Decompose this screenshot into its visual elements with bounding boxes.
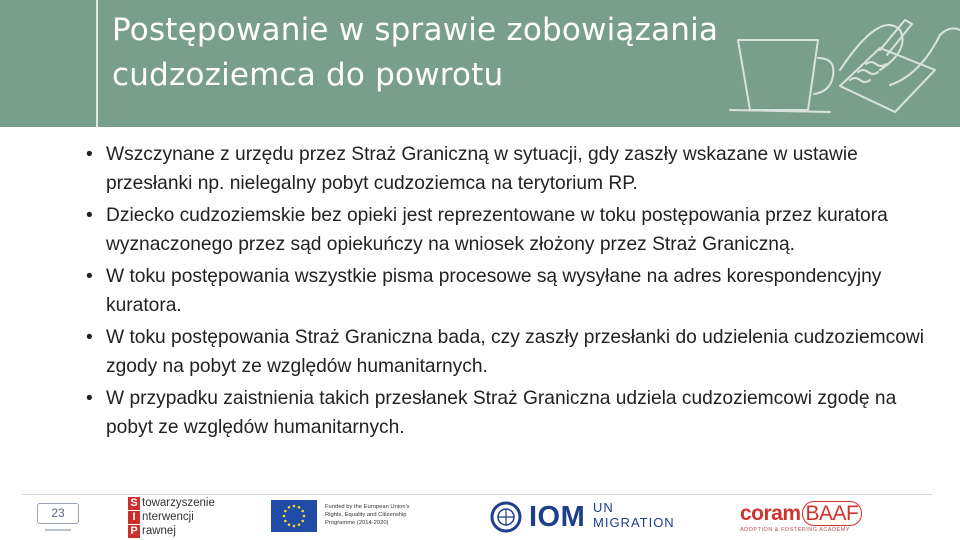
iom-migration-text: MIGRATION xyxy=(593,515,675,530)
header-divider xyxy=(96,0,98,127)
baaf-text: BAAF xyxy=(802,501,863,526)
bullet-item: • W toku postępowania Straż Graniczna bada, czy zaszły przesłanki do udzielenia cudzoziemcowi zgody na pobyt ze względów humanitarnych. xyxy=(84,323,924,381)
eu-flag-icon xyxy=(271,500,317,532)
iom-logo xyxy=(489,499,679,535)
iom-un-text: UN xyxy=(593,500,614,515)
bullet-item: • Dziecko cudzoziemskie bez opieki jest reprezentowane w toku postępowania przez kuratora wyznaczonego przez sąd opiekuńczy na wniosek złożony przez Straż Graniczną. xyxy=(84,201,924,259)
coram-subtitle: ADOPTION & FOSTERING ACADEMY xyxy=(740,527,850,533)
iom-wordmark: IOM xyxy=(529,501,586,533)
coram-baaf-logo xyxy=(740,503,885,537)
footer-divider xyxy=(22,494,932,495)
coram-wordmark xyxy=(740,503,885,525)
bullet-item: • W toku postępowania wszystkie pisma procesowe są wysyłane na adres korespondencyjny kuratora. xyxy=(84,262,924,320)
coffee-notebook-sketch-icon xyxy=(690,0,960,127)
page-number-underline xyxy=(45,529,71,531)
sip-letter-p: P xyxy=(128,525,140,538)
bullet-list xyxy=(84,140,924,445)
page-number: 23 xyxy=(37,503,79,524)
sip-word-1: towarzyszenie xyxy=(142,497,215,509)
eu-text-line: Funded by the European Union's xyxy=(325,504,410,510)
sip-word-2: nterwencji xyxy=(142,511,194,523)
slide-title: Postępowanie w sprawie zobowiązania cudzoziemca do powrotu xyxy=(112,12,719,93)
un-emblem-icon xyxy=(489,500,523,534)
eu-text-line: Programme (2014-2020) xyxy=(325,520,389,526)
coram-text: coram xyxy=(740,502,801,525)
sip-word-3: rawnej xyxy=(142,525,176,537)
sip-letter-i: I xyxy=(128,511,140,524)
slide-header xyxy=(0,0,960,127)
sip-letter-s: S xyxy=(128,497,140,510)
bullet-item: • Wszczynane z urzędu przez Straż Graniczną w sytuacji, gdy zaszły wskazane w ustawie przesłanki np. nielegalny pobyt cudzoziemca na terytorium RP. xyxy=(84,140,924,198)
sip-logo xyxy=(128,496,228,538)
eu-funding-text xyxy=(325,503,435,527)
eu-text-line: Rights, Equality and Citizenship xyxy=(325,512,407,518)
bullet-item: • W przypadku zaistnienia takich przesłanek Straż Graniczna udziela cudzoziemcowi zgodę na pobyt ze względów humanitarnych. xyxy=(84,384,924,442)
